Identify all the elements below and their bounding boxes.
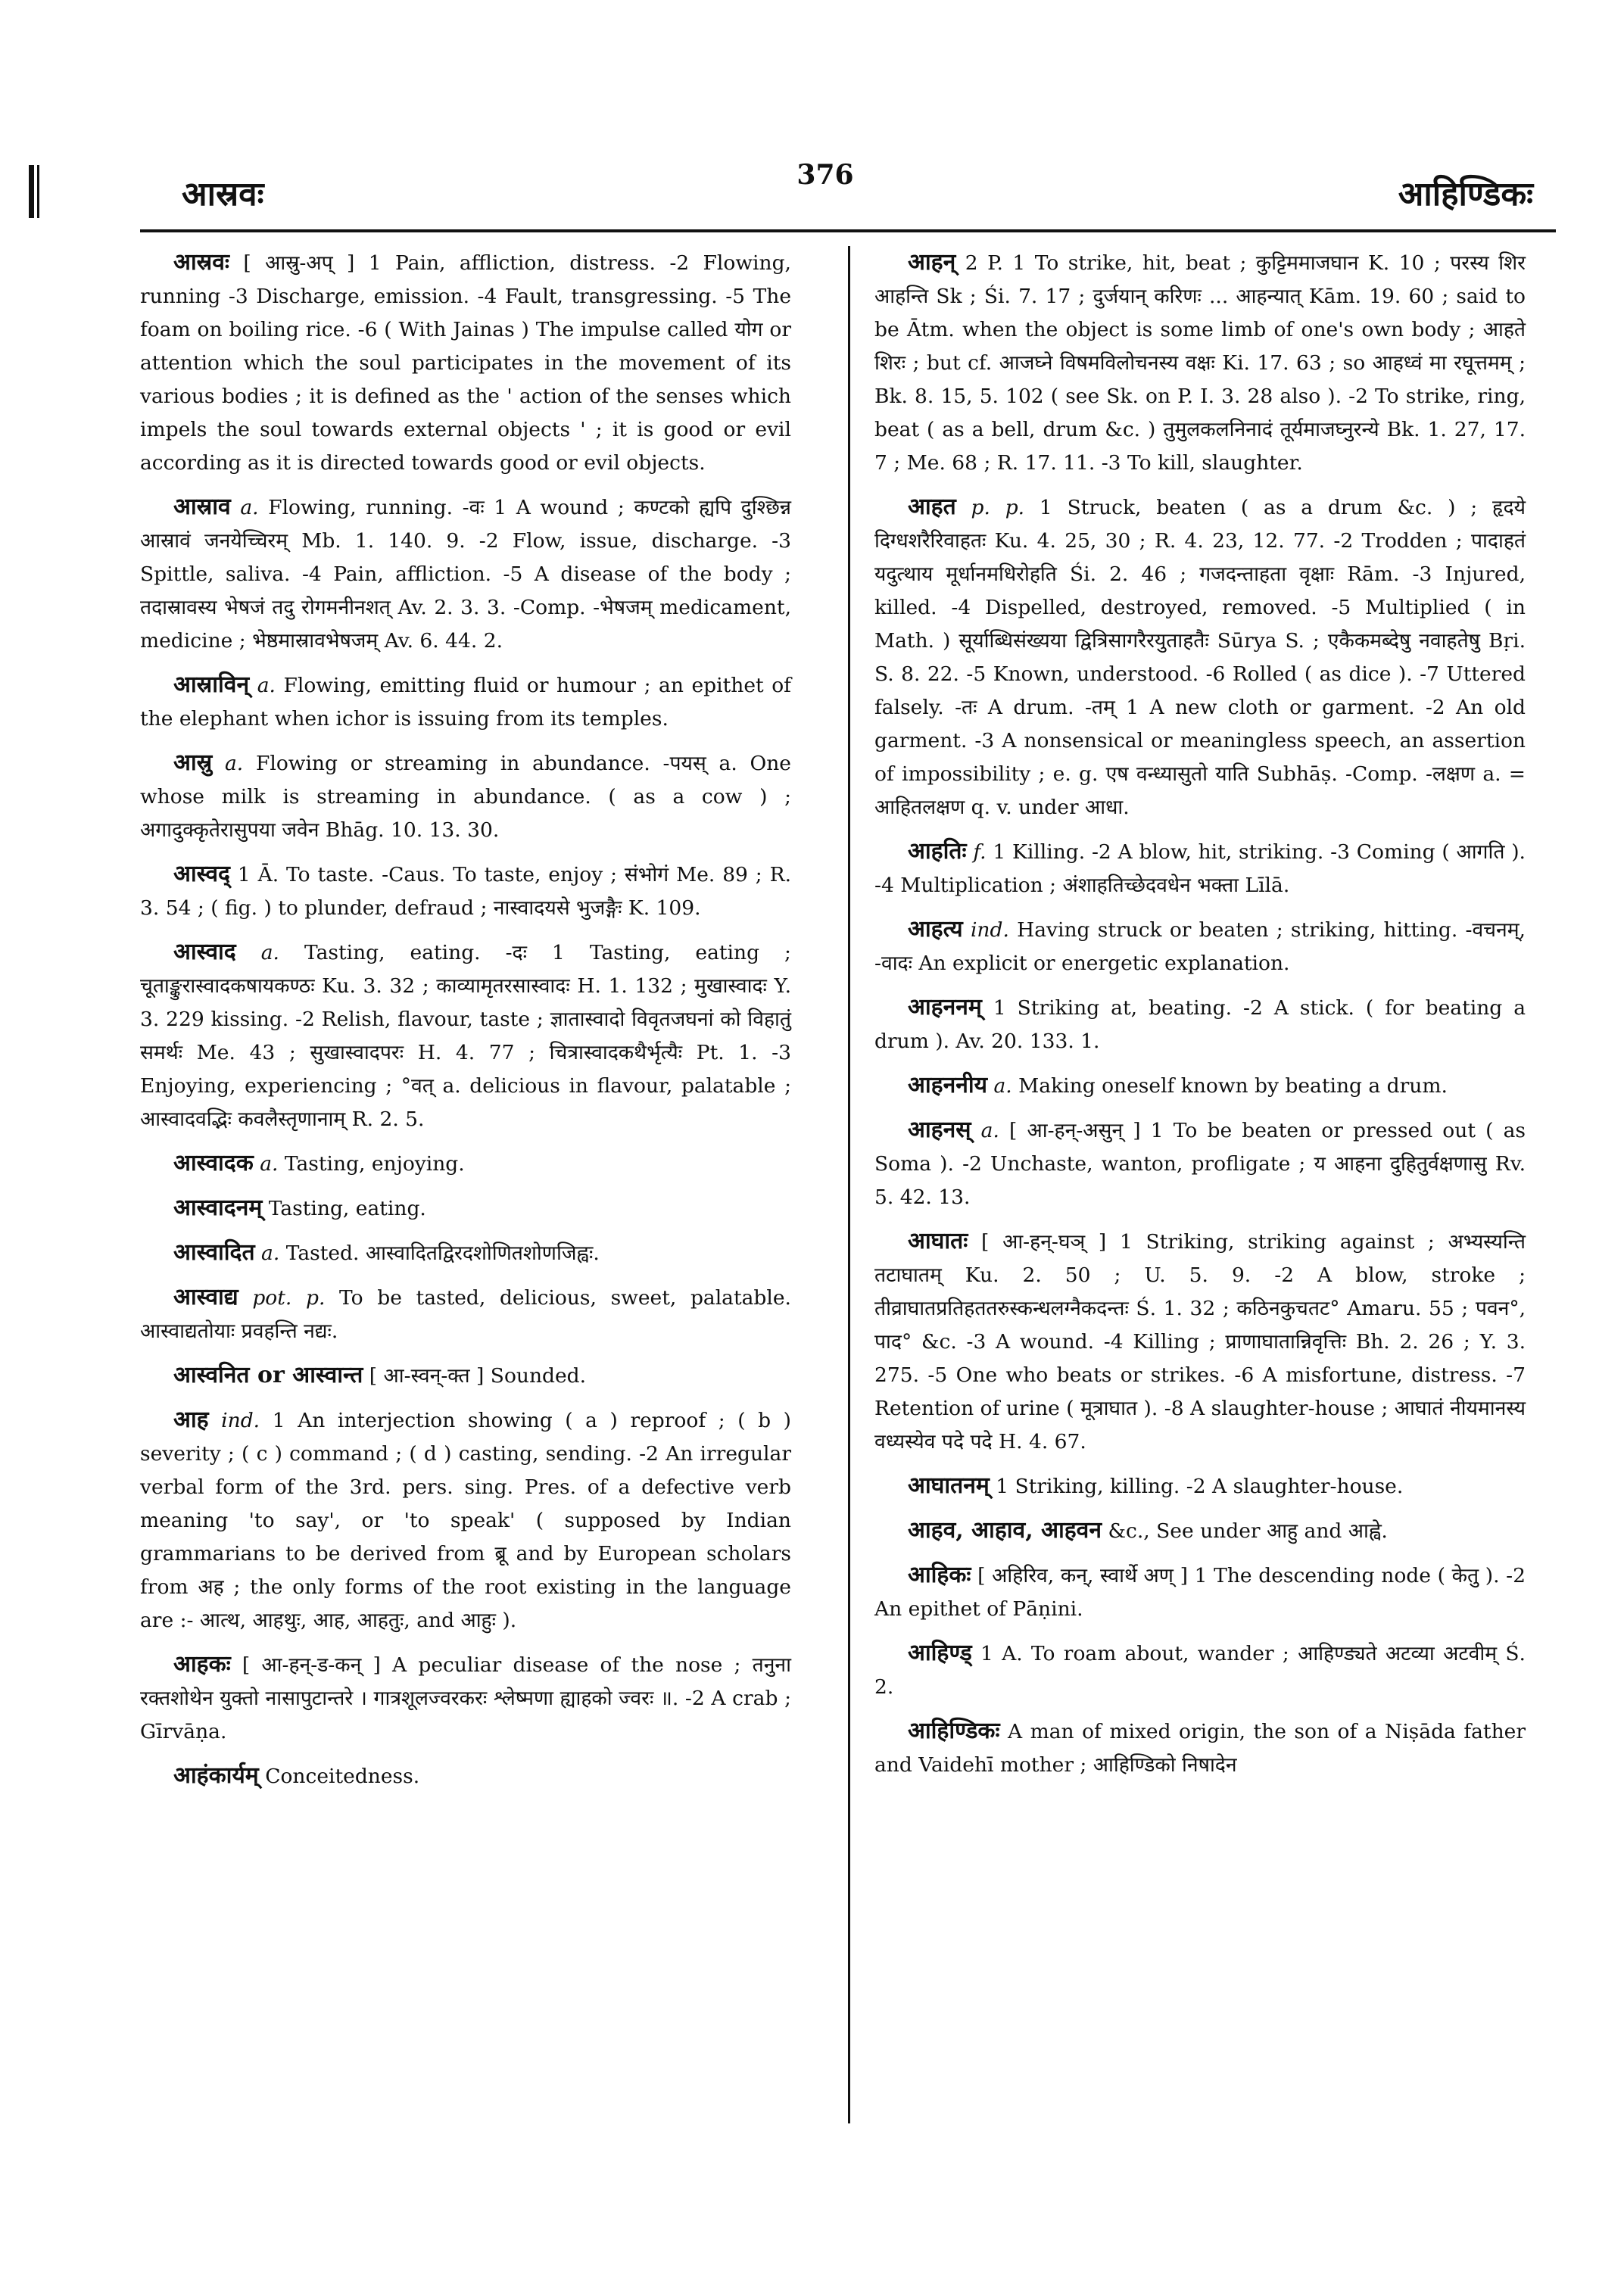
entry-headword: आहकः [173, 1651, 231, 1678]
entry-definition: 2 P. 1 To strike, hit, beat ; कुट्टिममाजघान K. 10 ; परस्य शिर आहन्ति Sk ; Śi. 7. 17 ; दुर्जयान् करिणः ... आहन्यात् Kām. 19. 60 ; said to be Ātm. when the object is some limb of one's own body ; आहते शिरः ; but cf. आजघ्ने विषमविलोचनस्य वक्षः Ki. 17. 63 ; so आहध्वं मा रघूत्तमम् ; Bk. 8. 15, 5. 102 ( see Sk. on P. I. 3. 28 also ). -2 To strike, ring, beat ( as a bell, drum &c. ) तुमुलकलनिनादं तूर्यमाजघ्नुरन्ये Bk. 1. 27, 17. 7 ; Me. 68 ; R. 17. 11. -3 To kill, slaughter. [874, 251, 1526, 475]
dictionary-entry [140, 1281, 791, 1348]
entry-headword: आस्वनित or आस्वान्त [173, 1362, 363, 1388]
dictionary-entry [874, 1514, 1526, 1548]
entry-headword: आहनस् [908, 1117, 971, 1143]
page-number: 376 [796, 159, 854, 191]
dictionary-entry [140, 1236, 791, 1270]
entry-grammar: pot. p. [252, 1286, 326, 1310]
entry-definition: A man of mixed origin, the son of a Niṣāda father and Vaidehī mother ; आहिण्डिको निषादेन [874, 1720, 1526, 1777]
entry-headword: आहिण्डिकः [908, 1718, 1000, 1744]
entry-definition: [ आस्रु-अप् ] 1 Pain, affliction, distress. -2 Flowing, running -3 Discharge, emission. -4 Fault, transgressing. -5 The foam on boiling rice. -6 ( With Jainas ) The impulse called योग or attention which the soul participates in the movement of its various bodies ; it is defined as the ' action of the senses which impels the soul towards external objects ' ; it is good or evil according as it is directed towards good or evil objects. [140, 251, 791, 475]
entry-definition: To be tasted, delicious, sweet, palatable. आस्वाद्यतोयाः प्रवहन्ति नद्यः. [140, 1286, 791, 1343]
entry-definition: 1 Ā. To taste. -Caus. To taste, enjoy ; संभोगं Me. 89 ; R. 3. 54 ; ( fig. ) to plunder, defraud ; नास्वादयसे भुजङ्गैः K. 109. [140, 863, 791, 920]
dictionary-entry [140, 936, 791, 1136]
entry-headword: आस्रवः [173, 249, 229, 276]
entry-definition: [ आ-हन्-ड-कन् ] A peculiar disease of the nose ; तनुना रक्तशोथेन युक्तो नासापुटान्तरे । गात्रशूलज्वरकरः श्लेष्मणा ह्याहको ज्वरः ॥. -2 A crab ; Gīrvāṇa. [140, 1653, 791, 1743]
entry-headword: आस्वादनम् [173, 1195, 263, 1221]
page-header [0, 159, 1624, 220]
entry-definition: &c., See under आहु and आह्वे. [1108, 1519, 1388, 1543]
dictionary-entry [874, 1225, 1526, 1459]
entry-grammar: a. [257, 674, 276, 697]
entry-headword: आहन् [908, 249, 956, 276]
entry-headword: आहंकार्यम् [173, 1762, 259, 1789]
dictionary-entry [140, 246, 791, 480]
entry-headword: आहतिः [908, 838, 967, 865]
entry-grammar: a. [980, 1119, 999, 1142]
entry-headword: आघातनम् [908, 1472, 990, 1499]
entry-grammar: p. p. [971, 496, 1025, 519]
dictionary-entry [140, 668, 791, 736]
dictionary-entry [874, 835, 1526, 902]
entry-definition: Flowing or streaming in abundance. -पयस् a. One whose milk is streaming in abundance. ( as a cow ) ; अगादुक्कृतेरासुपया जवेन Bhāg. 10. 13. 30. [140, 752, 791, 842]
left-running-headword: आस्रवः [182, 175, 264, 213]
entry-definition: [ अहिरिव, कन्, स्वार्थे अण् ] 1 The descending node ( केतु ). -2 An epithet of Pāṇini. [874, 1564, 1526, 1621]
dictionary-entry [140, 491, 791, 658]
dictionary-entry [140, 1404, 791, 1637]
entry-headword: आस्राविन् [173, 671, 250, 698]
entry-definition: Tasting, enjoying. [284, 1152, 465, 1176]
entry-headword: आस्वद् [173, 861, 230, 887]
dictionary-entry [140, 1147, 791, 1181]
entry-grammar: f. [973, 840, 987, 864]
entry-definition: [ आ-हन्-असुन् ] 1 To be beaten or pressed out ( as Soma ). -2 Unchaste, wanton, profligate ; य आहना दुहितुर्वक्षणासु Rv. 5. 42. 13. [874, 1119, 1526, 1209]
entry-grammar: a. [993, 1074, 1012, 1098]
dictionary-entry [140, 858, 791, 925]
entry-headword: आह [173, 1407, 209, 1433]
dictionary-entry [140, 1648, 791, 1749]
dictionary-entry [874, 1637, 1526, 1704]
entry-headword: आहत [908, 494, 956, 520]
entry-definition: 1 A. To roam about, wander ; आहिण्ड्यते अटव्या अटवीम् Ś. 2. [874, 1642, 1526, 1699]
entry-headword: आस्रु [173, 749, 213, 776]
entry-grammar: a. [240, 496, 259, 519]
entry-headword: आहिकः [908, 1562, 971, 1588]
dictionary-entry [874, 913, 1526, 980]
dictionary-entry [140, 1759, 791, 1793]
entry-headword: आस्राव [173, 494, 231, 520]
entry-grammar: a. [260, 1152, 279, 1176]
entry-definition: Tasted. आस्वादितद्विरदशोणितशोणजिह्वः. [285, 1242, 600, 1265]
dictionary-entry [874, 1559, 1526, 1626]
entry-definition: Conceitedness. [265, 1765, 420, 1788]
header-rule [140, 229, 1556, 232]
entry-definition: Flowing, emitting fluid or humour ; an epithet of the elephant when ichor is issuing from its temples. [140, 674, 791, 731]
left-column [140, 246, 791, 1804]
page-edge-mark [29, 165, 39, 218]
entry-definition: 1 Striking at, beating. -2 A stick. ( for beating a drum ). Av. 20. 133. 1. [874, 996, 1526, 1053]
dictionary-entry [874, 246, 1526, 480]
entry-headword: आहिण्ड् [908, 1640, 972, 1666]
entry-headword: आस्वादित [173, 1239, 255, 1266]
entry-headword: आहत्य [908, 916, 963, 942]
entry-definition: Making oneself known by beating a drum. [1018, 1074, 1448, 1098]
entry-headword: आस्वाद्य [173, 1284, 238, 1310]
entry-definition: 1 Striking, killing. -2 A slaughter-house. [996, 1475, 1404, 1498]
entry-grammar: a. [260, 941, 279, 964]
entry-headword: आहननीय [908, 1072, 988, 1098]
dictionary-entry [874, 1069, 1526, 1103]
entry-headword: आघातः [908, 1228, 968, 1254]
dictionary-entry [140, 746, 791, 847]
dictionary-entry [874, 1114, 1526, 1214]
entry-definition: Having struck or beaten ; striking, hitting. -वचनम्, -वादः An explicit or energetic explanation. [874, 918, 1526, 975]
dictionary-entry [874, 491, 1526, 824]
entry-grammar: a. [261, 1242, 280, 1265]
dictionary-entry [874, 991, 1526, 1058]
entry-grammar: ind. [970, 918, 1009, 942]
right-running-headword: आहिण्डिकः [1398, 175, 1533, 213]
entry-headword: आस्वादक [173, 1150, 254, 1176]
entry-grammar: ind. [221, 1409, 260, 1432]
entry-definition: [ आ-स्वन्-क्त ] Sounded. [369, 1364, 587, 1388]
dictionary-entry [874, 1469, 1526, 1503]
entry-definition: 1 Struck, beaten ( as a drum &c. ) ; हृदये दिग्धशरैरिवाहतः Ku. 4. 25, 30 ; R. 4. 23, 12. 77. -2 Trodden ; पादाहतं यदुत्थाय मूर्धानमधिरोहति Śi. 2. 46 ; गजदन्ताहता वृक्षाः Rām. -3 Injured, killed. -4 Dispelled, destroyed, removed. -5 Multiplied ( in Math. ) सूर्याब्धिसंख्यया द्वित्रिसागरैरयुताहतैः Sūrya S. ; एकैकमब्देषु नवाहतेषु Bṛi. S. 8. 22. -5 Known, understood. -6 Rolled ( as dice ). -7 Uttered falsely. -तः A drum. -तम् 1 A new cloth or garment. -2 An old garment. -3 A nonsensical or meaningless speech, an assertion of impossibility ; e. g. एष वन्ध्यासुतो याति Subhāṣ. -Comp. -लक्षण a. = आहितलक्षण q. v. under आधा. [874, 496, 1526, 819]
entry-definition: 1 Killing. -2 A blow, hit, striking. -3 Coming ( आगति ). -4 Multiplication ; अंशाहतिच्छेदवधेन भक्ता Līlā. [874, 840, 1526, 897]
entry-grammar: a. [224, 752, 244, 775]
column-divider [848, 246, 850, 2123]
entry-headword: आहव, आहाव, आहवन [908, 1517, 1102, 1544]
entry-definition: Tasting, eating. [268, 1197, 426, 1220]
entry-definition: Flowing, running. -वः 1 A wound ; कण्टको ह्यपि दुश्छिन्न आस्रावं जनयेच्चिरम् Mb. 1. 140. 9. -2 Flow, issue, discharge. -3 Spittle, saliva. -4 Pain, affliction. -5 A disease of the body ; तदास्रावस्य भेषजं तदु रोगमनीनशत् Av. 2. 3. 3. -Comp. -भेषजम् medicament, medicine ; भेष्ठमास्रावभेषजम् Av. 6. 44. 2. [140, 496, 791, 653]
right-column [874, 246, 1526, 1793]
entry-definition: Tasting, eating. -दः 1 Tasting, eating ; चूताङ्कुरास्वादकषायकण्ठः Ku. 3. 32 ; काव्यामृतरसास्वादः H. 1. 132 ; मुखास्वादः Y. 3. 229 kissing. -2 Relish, flavour, taste ; ज्ञातास्वादो विवृतजघनां को विहातुं समर्थः Me. 43 ; सुखास्वादपरः H. 4. 77 ; चित्रास्वादकथैर्भृत्यैः Pt. 1. -3 Enjoying, experiencing ; °वत् a. delicious in flavour, palatable ; आस्वादवद्भिः कवलैस्तृणानाम् R. 2. 5. [140, 941, 791, 1131]
entry-definition: [ आ-हन्-घञ् ] 1 Striking, striking against ; अभ्यस्यन्ति तटाघातम् Ku. 2. 50 ; U. 5. 9. -2 A blow, stroke ; तीव्राघातप्रतिहततरुस्कन्धलग्नैकदन्तः Ś. 1. 32 ; कठिनकुचतट° Amaru. 55 ; पवन°, पाद° &c. -3 A wound. -4 Killing ; प्राणाघातान्निवृत्तिः Bh. 2. 26 ; Y. 3. 275. -5 One who beats or strikes. -6 A misfortune, distress. -7 Retention of urine ( मूत्राघात ). -8 A slaughter-house ; आघातं नीयमानस्य वध्यस्येव पदे पदे H. 4. 67. [874, 1230, 1526, 1453]
dictionary-entry [140, 1359, 791, 1393]
dictionary-entry [874, 1715, 1526, 1782]
entry-definition: 1 An interjection showing ( a ) reproof ; ( b ) severity ; ( c ) command ; ( d ) casting, sending. -2 An irregular verbal form of the 3rd. pers. sing. Pres. of a defective verb meaning 'to say', or 'to speak' ( supposed by Indian grammarians to be derived from ब्रू and by European scholars from अह ; the only forms of the root existing in the language are :- आत्थ, आहथुः, आह, आहतुः, and आहुः ). [140, 1409, 791, 1632]
dictionary-entry [140, 1192, 791, 1226]
entry-headword: आहननम् [908, 994, 982, 1020]
entry-headword: आस्वाद [173, 939, 236, 965]
